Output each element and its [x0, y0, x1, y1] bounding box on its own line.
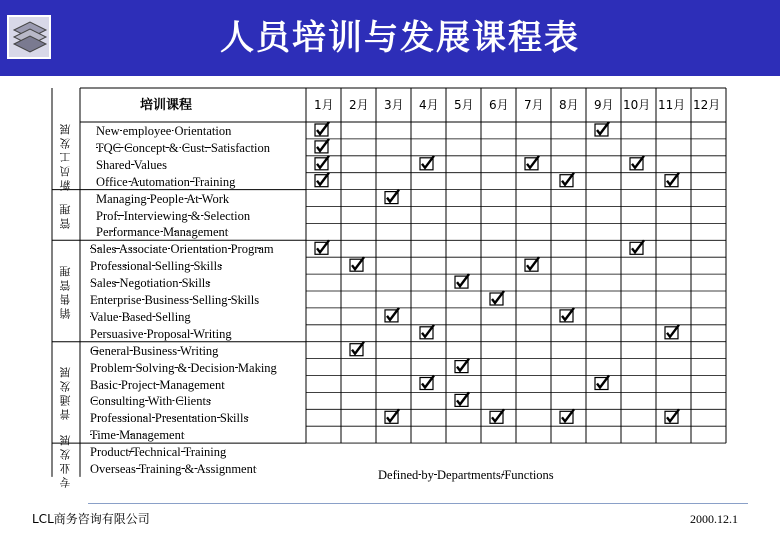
month-header: 2月 — [349, 98, 369, 112]
page-title: 人员培训与发展课程表 — [220, 18, 580, 58]
scheduled-check-icon — [315, 240, 329, 254]
footer-divider — [88, 503, 748, 504]
course-name: Basic Project Management — [90, 377, 225, 392]
scheduled-check-icon — [315, 156, 329, 170]
month-header: 7月 — [524, 98, 544, 112]
month-header: 1月 — [314, 98, 334, 112]
month-header: 10月 — [623, 98, 651, 112]
month-header: 8月 — [559, 98, 579, 112]
course-name: Sales Associate Orientation Program — [90, 242, 274, 257]
course-name: Time Management — [90, 428, 185, 443]
course-name: Problem Solving & Decision Making — [90, 360, 277, 375]
scheduled-check-icon — [385, 190, 399, 204]
scheduled-check-icon — [595, 122, 609, 136]
scheduled-check-icon — [665, 325, 679, 339]
month-header: 3月 — [384, 98, 404, 112]
scheduled-check-icon — [665, 173, 679, 187]
scheduled-check-icon — [560, 409, 574, 423]
course-name: Shared Values — [96, 157, 167, 172]
course-name: Persuasive Proposal Writing — [90, 326, 232, 341]
scheduled-check-icon — [560, 308, 574, 322]
scheduled-check-icon — [420, 376, 434, 390]
company-name: LCL商务咨询有限公司 — [32, 512, 150, 526]
scheduled-check-icon — [490, 291, 504, 305]
scheduled-check-icon — [525, 156, 539, 170]
course-name: Value Based Selling — [90, 309, 191, 324]
course-name: Prof. Interviewing & Selection — [96, 208, 251, 223]
month-header: 4月 — [419, 98, 439, 112]
section-label: 管理 — [59, 200, 72, 229]
course-name: Overseas Training & Assignment — [90, 462, 257, 476]
course-name: Product/Technical Training — [90, 445, 227, 460]
scheduled-check-icon — [420, 156, 434, 170]
date-label: 2000.12.1 — [690, 512, 738, 526]
section-label: 普通发展 — [59, 364, 72, 421]
scheduled-check-icon — [350, 257, 364, 271]
course-name: TQC Concept & Cust. Satisfaction — [96, 140, 270, 155]
month-header: 5月 — [454, 98, 474, 112]
scheduled-check-icon — [665, 409, 679, 423]
course-name: Enterprise Business Selling Skills — [90, 293, 260, 307]
course-column-header: 培训课程 — [140, 98, 193, 113]
section-label: 新员工发展 — [59, 120, 72, 191]
scheduled-check-icon — [455, 392, 469, 406]
course-name: General Business Writing — [90, 343, 219, 358]
scheduled-check-icon — [525, 257, 539, 271]
title-bar — [0, 0, 780, 76]
section-label: 销售管理 — [59, 263, 72, 319]
month-header: 11月 — [658, 98, 686, 112]
month-header: 6月 — [489, 98, 509, 112]
scheduled-check-icon — [385, 308, 399, 322]
month-header: 12月 — [693, 98, 721, 112]
course-name: New employee Orientation — [96, 124, 232, 138]
scheduled-check-icon — [455, 274, 469, 288]
scheduled-check-icon — [315, 122, 329, 136]
course-name: Professional Presentation Skills — [90, 411, 249, 426]
layers-logo-icon — [6, 14, 52, 60]
scheduled-check-icon — [350, 342, 364, 356]
scheduled-check-icon — [455, 359, 469, 373]
course-name: Office Automation Training — [96, 174, 236, 189]
course-name: Managing People At Work — [96, 191, 230, 206]
section-label: 专业发展 — [59, 432, 72, 488]
course-name: Performance Management — [96, 225, 229, 240]
scheduled-check-icon — [385, 409, 399, 423]
scheduled-check-icon — [630, 156, 644, 170]
scheduled-check-icon — [630, 240, 644, 254]
department-note: Defined by Departments/Functions — [378, 468, 554, 482]
course-name: Professional Selling Skills — [90, 259, 222, 274]
month-header: 9月 — [594, 98, 614, 112]
scheduled-check-icon — [490, 409, 504, 423]
scheduled-check-icon — [560, 173, 574, 187]
scheduled-check-icon — [595, 376, 609, 390]
scheduled-check-icon — [315, 139, 329, 153]
course-name: Consulting With Clients — [90, 394, 211, 409]
scheduled-check-icon — [420, 325, 434, 339]
course-name: Sales Negotiation Skills — [90, 276, 211, 291]
scheduled-check-icon — [315, 173, 329, 187]
